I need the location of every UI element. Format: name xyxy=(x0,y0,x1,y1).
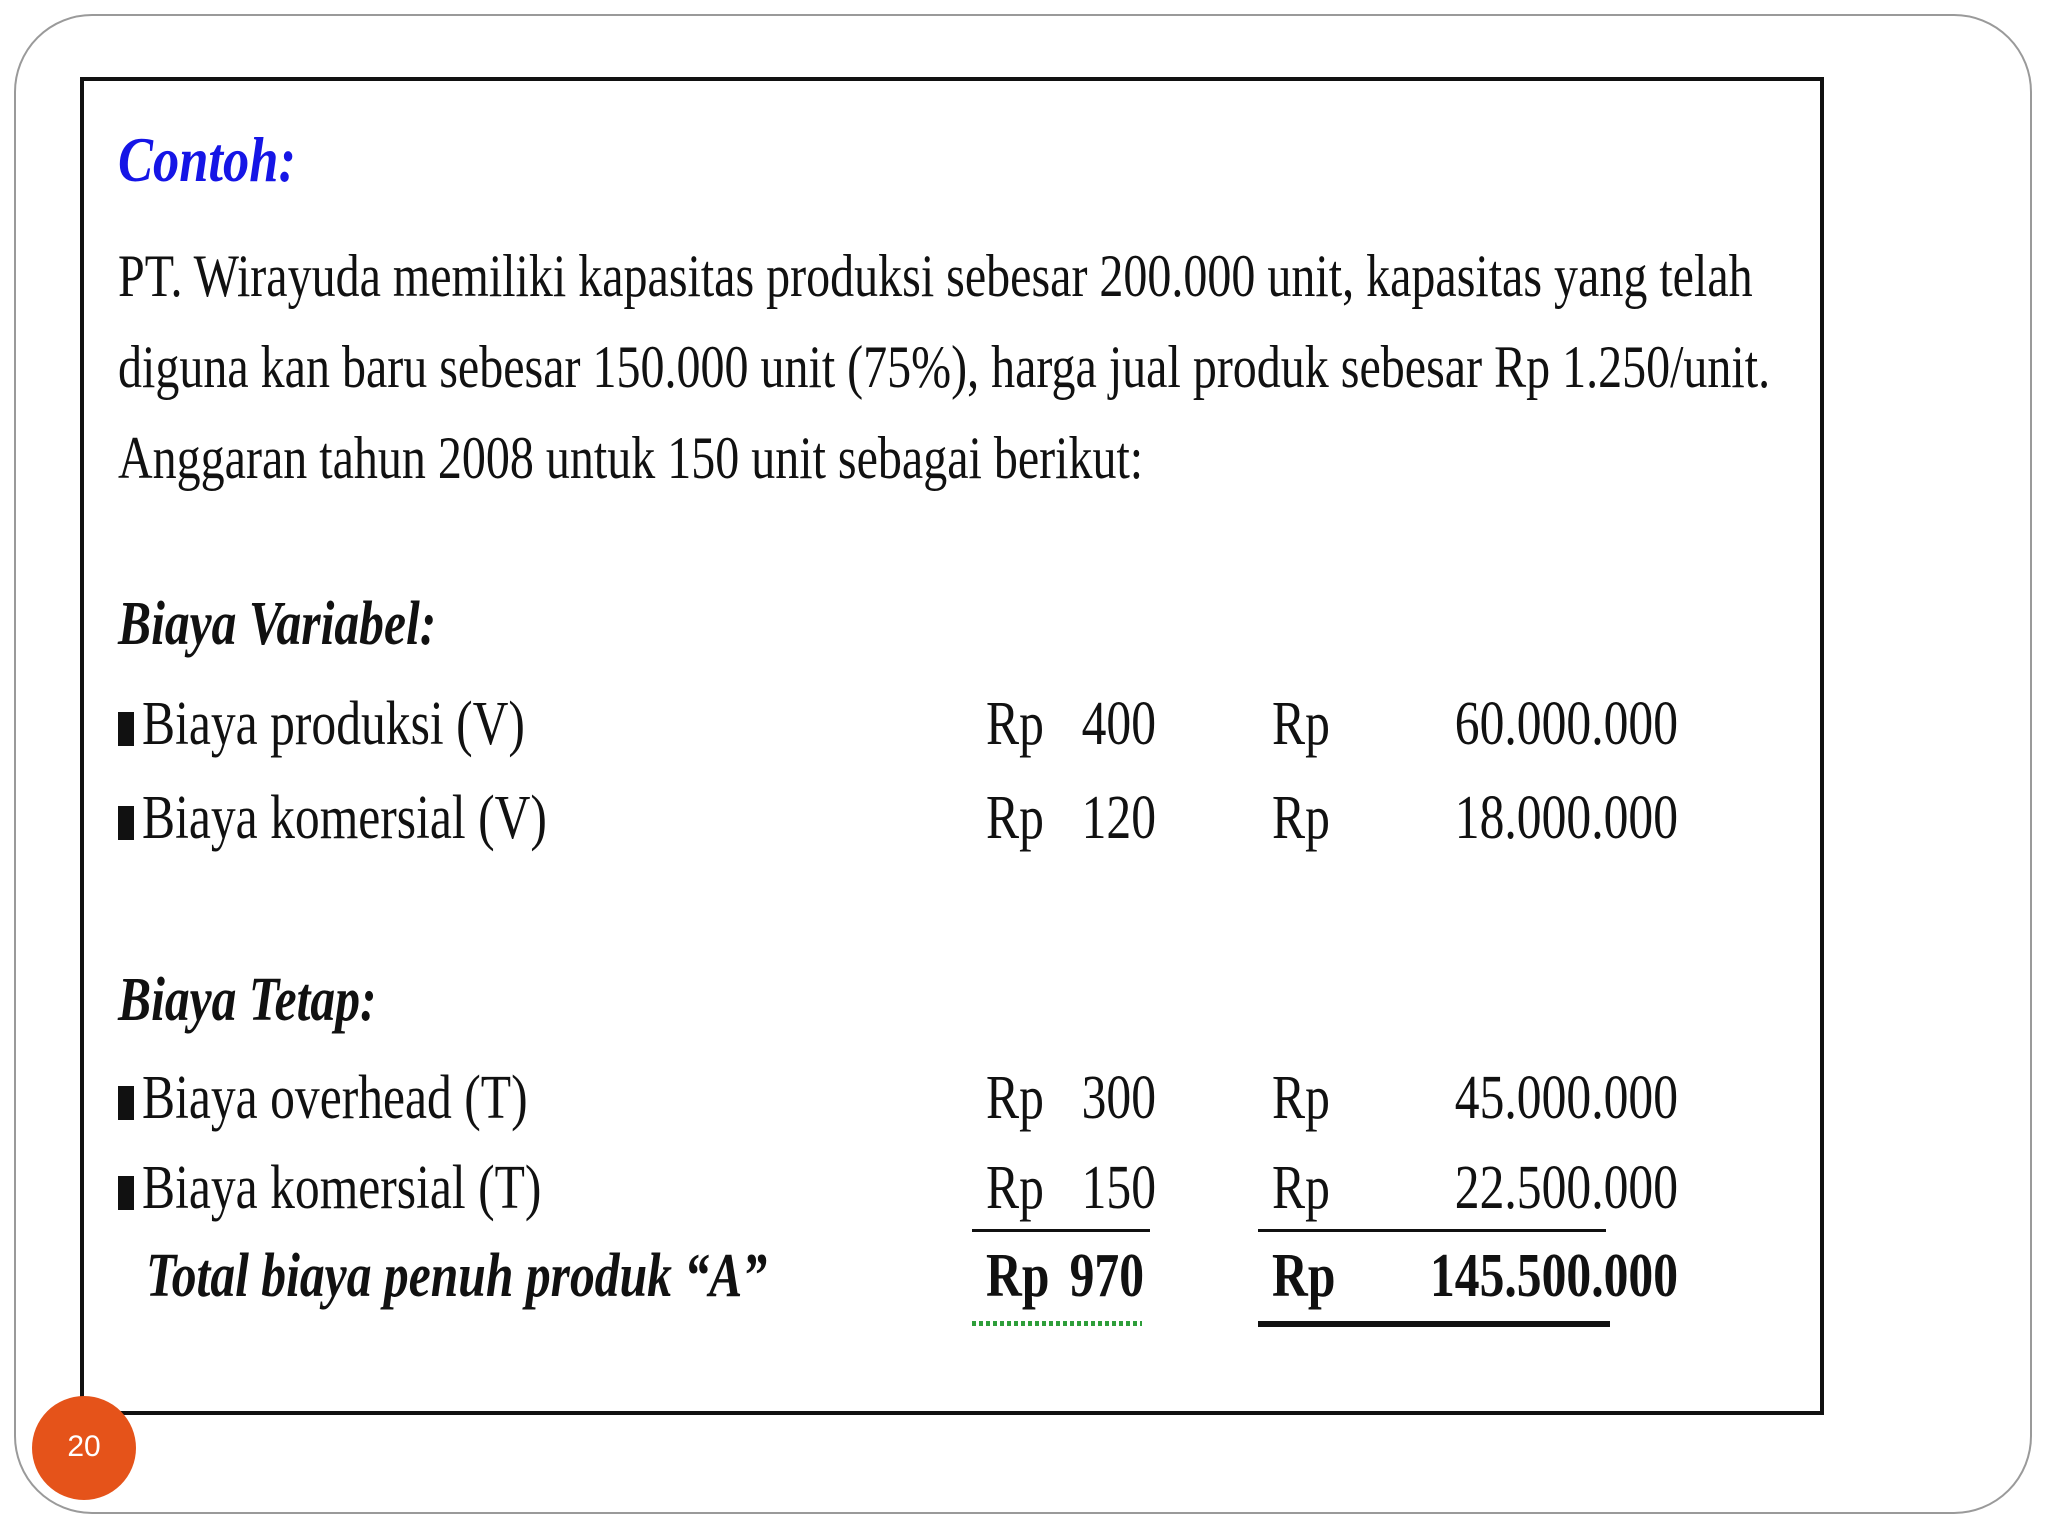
cost-row-overhead-fixed xyxy=(118,1063,1678,1143)
intro-line: diguna kan baru sebesar 150.000 unit (75%), harga jual produk sebesar Rp 1.250/unit. xyxy=(118,334,1771,400)
cost-row-commercial-fixed xyxy=(118,1153,1678,1233)
cost-row-production-variable xyxy=(118,689,1678,769)
subtotal-underline xyxy=(972,1229,1150,1232)
intro-line: PT. Wirayuda memiliki kapasitas produksi sebesar 200.000 unit, kapasitas yang telah xyxy=(118,243,1753,309)
intro-line: Anggaran tahun 2008 untuk 150 unit sebagai berikut: xyxy=(118,425,1144,491)
unit-amount: 300 xyxy=(1081,1064,1156,1132)
total-row xyxy=(118,1241,1678,1321)
spellcheck-underline xyxy=(972,1321,1142,1326)
total-underline xyxy=(1258,1321,1610,1327)
unit-currency: Rp xyxy=(986,690,1044,758)
example-heading: Contoh: xyxy=(118,124,296,195)
unit-currency: Rp xyxy=(986,1064,1044,1132)
cost-row-commercial-variable xyxy=(118,783,1678,863)
subtotal-underline xyxy=(1258,1229,1606,1232)
unit-currency: Rp xyxy=(986,1242,1050,1310)
total-currency: Rp xyxy=(1272,1242,1336,1310)
unit-amount: 400 xyxy=(1081,690,1156,758)
total-currency: Rp xyxy=(1272,690,1330,758)
total-currency: Rp xyxy=(1272,1154,1330,1222)
unit-amount: 970 xyxy=(1069,1242,1144,1310)
square-bullet-icon xyxy=(118,712,134,746)
total-label: Total biaya penuh produk “A” xyxy=(146,1242,768,1310)
cost-label: Biaya komersial (T) xyxy=(118,1153,541,1224)
square-bullet-icon xyxy=(118,806,134,840)
unit-amount: 120 xyxy=(1081,784,1156,852)
page-number-badge xyxy=(32,1396,136,1500)
fixed-costs-title: Biaya Tetap: xyxy=(118,966,377,1034)
page-number: 20 xyxy=(67,1430,101,1463)
total-amount: 145.500.000 xyxy=(1430,1242,1678,1310)
cost-label: Biaya overhead (T) xyxy=(118,1063,528,1134)
example-intro-text xyxy=(118,231,1771,504)
unit-amount: 150 xyxy=(1081,1154,1156,1222)
cost-label: Biaya produksi (V) xyxy=(118,689,525,760)
total-currency: Rp xyxy=(1272,784,1330,852)
square-bullet-icon xyxy=(118,1086,134,1120)
total-amount: 60.000.000 xyxy=(1454,690,1678,758)
total-amount: 18.000.000 xyxy=(1454,784,1678,852)
cost-label: Biaya komersial (V) xyxy=(118,783,547,854)
total-currency: Rp xyxy=(1272,1064,1330,1132)
total-amount: 22.500.000 xyxy=(1454,1154,1678,1222)
total-amount: 45.000.000 xyxy=(1454,1064,1678,1132)
variable-costs-title: Biaya Variabel: xyxy=(118,590,437,658)
unit-currency: Rp xyxy=(986,1154,1044,1222)
unit-currency: Rp xyxy=(986,784,1044,852)
square-bullet-icon xyxy=(118,1176,134,1210)
example-content-box xyxy=(80,77,1824,1415)
